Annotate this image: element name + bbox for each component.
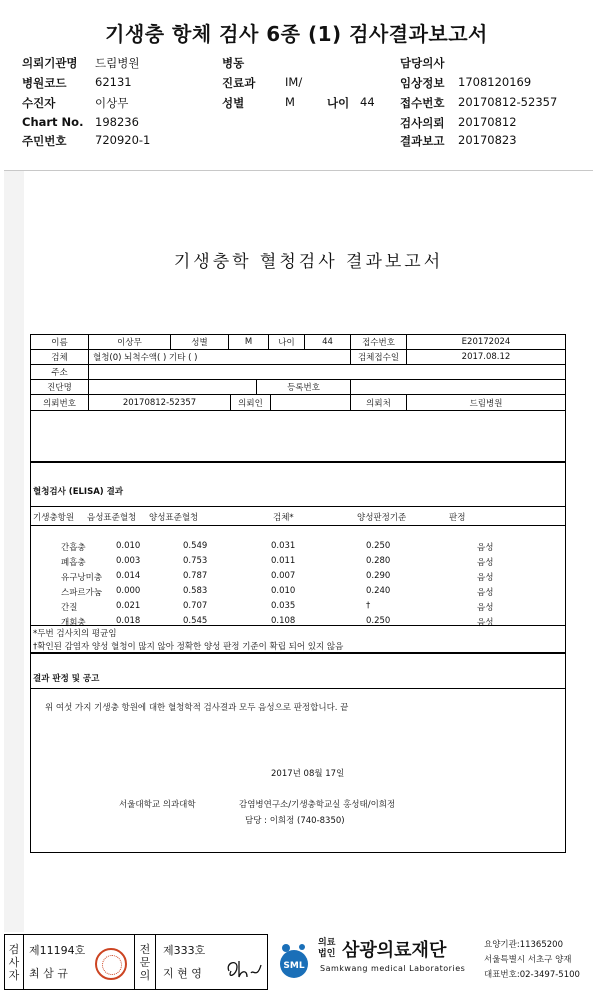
info-row-2 xyxy=(31,350,565,365)
result-antigen: 폐흡충 xyxy=(61,558,86,568)
result-judge: 음성 xyxy=(477,543,494,553)
result-row xyxy=(31,541,565,555)
result-row xyxy=(31,586,565,600)
result-sample: 0.108 xyxy=(271,616,296,626)
cell-age: 44 xyxy=(305,335,351,349)
result-neg: 0.018 xyxy=(116,616,141,626)
cell-accession-label: 접수번호 xyxy=(351,335,407,349)
seal-stamp xyxy=(95,948,127,980)
col-sample: 검체* xyxy=(273,513,294,523)
doctor-name: 지 현 영 xyxy=(163,967,202,980)
org-code: 요양기관:11365200 xyxy=(484,940,563,950)
results-header xyxy=(31,511,565,523)
cell-specimen-label: 검체 xyxy=(31,350,89,364)
org-address: 서울특별시 서초구 양재 xyxy=(484,955,572,965)
department: 감염병연구소/기생충학교실 홍성태/이희정 xyxy=(239,800,396,810)
signature-box xyxy=(4,934,268,990)
result-sample: 0.035 xyxy=(271,601,296,611)
result-cutoff: 0.240 xyxy=(366,586,391,596)
header-label: Chart No. xyxy=(22,115,84,129)
cell-age-label: 나이 xyxy=(269,335,305,349)
result-judge: 음성 xyxy=(477,618,494,628)
info-row-3 xyxy=(31,365,565,380)
header-value: 62131 xyxy=(95,75,132,89)
cell-request-no: 20170812-52357 xyxy=(89,395,231,410)
result-neg: 0.000 xyxy=(116,586,141,596)
org-name: 삼광의료재단 xyxy=(342,940,447,961)
result-antigen: 스파르가눔 xyxy=(61,588,103,598)
result-judge: 음성 xyxy=(477,603,494,613)
conclusion-text: 위 여섯 가지 기생충 항원에 대한 혈청학적 검사결과 모두 음성으로 판정합니다. 끝 xyxy=(45,703,349,713)
result-judge: 음성 xyxy=(477,588,494,598)
result-cutoff: 0.280 xyxy=(366,556,391,566)
examiner-label: 검 사 자 xyxy=(8,943,20,982)
doctor-label: 전 문 의 xyxy=(139,943,151,982)
header-value: 20170812 xyxy=(458,115,517,129)
elisa-section xyxy=(30,462,566,653)
conclusion-title: 결과 판정 및 공고 xyxy=(33,674,100,684)
header-value: M xyxy=(285,95,295,109)
report-date: 2017년 08월 17일 xyxy=(271,769,345,779)
svg-text:SML: SML xyxy=(283,961,305,971)
result-cutoff: 0.250 xyxy=(366,541,391,551)
report-scan xyxy=(4,170,593,932)
age-label: 나이 xyxy=(327,96,350,110)
cell-specimen: 혈청(0) 뇌척수액( ) 기타 ( ) xyxy=(89,350,351,364)
cell-diagnosis-label: 진단명 xyxy=(31,380,89,394)
header-label: 성별 xyxy=(222,96,245,110)
result-neg: 0.021 xyxy=(116,601,141,611)
cell-registration xyxy=(351,380,565,394)
header-label: 접수번호 xyxy=(400,96,445,110)
result-sample: 0.010 xyxy=(271,586,296,596)
cell-accession: E20172024 xyxy=(461,337,511,347)
cell-name-label: 이름 xyxy=(31,335,89,349)
result-pos: 0.787 xyxy=(183,571,208,581)
result-pos: 0.545 xyxy=(183,616,208,626)
result-judge: 음성 xyxy=(477,558,494,568)
doctor-license: 제333호 xyxy=(163,944,206,957)
result-antigen: 유구낭미충 xyxy=(61,573,103,583)
report-title: 기생충 항체 검사 6종 (1) 검사결과보고서 xyxy=(105,22,488,46)
result-neg: 0.014 xyxy=(116,571,141,581)
org-phone: 대표번호:02-3497-5100 xyxy=(484,970,580,980)
header-value: 20170812-52357 xyxy=(458,95,558,109)
cell-sex-label: 성별 xyxy=(171,335,229,349)
institution: 서울대학교 의과대학 xyxy=(119,800,196,810)
result-judge: 음성 xyxy=(477,573,494,583)
signature xyxy=(223,957,263,983)
col-judge: 판정 xyxy=(449,513,466,523)
cell-requester xyxy=(271,395,351,410)
contact: 담당 : 이희정 (740-8350) xyxy=(245,816,345,826)
cell-address-label: 주소 xyxy=(31,365,89,379)
org-english-name: Samkwang medical Laboratories xyxy=(320,964,466,973)
cell-requester-label: 의뢰인 xyxy=(231,395,271,410)
info-row-1 xyxy=(31,335,565,350)
result-pos: 0.583 xyxy=(183,586,208,596)
result-neg: 0.010 xyxy=(116,541,141,551)
blank-box xyxy=(30,411,566,462)
header-label: 검사의뢰 xyxy=(400,116,445,130)
header-label: 주민번호 xyxy=(22,134,67,148)
header-value: IM/ xyxy=(285,75,303,89)
info-row-5 xyxy=(31,395,565,410)
result-sample: 0.011 xyxy=(271,556,296,566)
result-antigen: 간흡충 xyxy=(61,543,86,553)
col-cutoff: 양성판정기준 xyxy=(357,513,407,523)
result-pos: 0.707 xyxy=(183,601,208,611)
cell-received: 2017.08.12 xyxy=(461,352,511,362)
cell-address xyxy=(89,365,565,379)
result-cutoff: † xyxy=(366,601,371,611)
header-value: 20170823 xyxy=(458,133,517,147)
cell-registration-label: 등록번호 xyxy=(257,380,351,394)
result-sample: 0.007 xyxy=(271,571,296,581)
note-average: *두번 검사치의 평균임 xyxy=(33,629,117,639)
header-label: 병원코드 xyxy=(22,76,67,90)
col-antigen: 기생충항원 xyxy=(33,513,75,523)
header-value: 드림병원 xyxy=(95,56,140,70)
header-value: 720920-1 xyxy=(95,133,151,147)
result-row xyxy=(31,601,565,615)
result-neg: 0.003 xyxy=(116,556,141,566)
info-row-4 xyxy=(31,380,565,395)
result-antigen: 간질 xyxy=(61,603,78,613)
org-contact-info xyxy=(484,938,580,983)
result-pos: 0.753 xyxy=(183,556,208,566)
col-pos: 양성표준혈청 xyxy=(149,513,199,523)
org-type: 의료 법인 xyxy=(318,938,336,959)
result-sample: 0.031 xyxy=(271,541,296,551)
paper-title: 기생충학 혈청검사 결과보고서 xyxy=(173,252,444,272)
cell-name: 이상무 xyxy=(89,335,171,349)
examiner-name: 최 삼 규 xyxy=(29,967,68,980)
header-value: 1708120169 xyxy=(458,75,532,89)
report-paper xyxy=(24,171,593,933)
header-label: 의뢰기관명 xyxy=(22,56,78,70)
cell-request-no-label: 의뢰번호 xyxy=(31,395,89,410)
header-value: 이상무 xyxy=(95,96,129,110)
col-neg: 음성표준혈청 xyxy=(87,513,137,523)
header-label: 수진자 xyxy=(22,96,56,110)
header-label: 담당의사 xyxy=(400,56,445,70)
sml-logo xyxy=(272,938,316,982)
note-dagger: †확인된 감염자 양성 혈청이 많지 않아 정확한 양성 판정 기준이 확립 되어 있지 않음 xyxy=(33,642,344,652)
header-label: 결과보고 xyxy=(400,134,445,148)
result-row xyxy=(31,571,565,585)
patient-info-table xyxy=(30,334,566,411)
elisa-title: 혈청검사 (ELISA) 결과 xyxy=(33,487,124,497)
conclusion-section xyxy=(30,653,566,853)
header-label: 병동 xyxy=(222,56,245,70)
result-antigen: 개회충 xyxy=(61,618,86,628)
header-label: 진료과 xyxy=(222,76,256,90)
examiner-license: 제11194호 xyxy=(29,944,86,957)
cell-sex: M xyxy=(229,335,269,349)
age-value: 44 xyxy=(360,95,375,109)
cell-client-label: 의뢰처 xyxy=(351,395,407,410)
header-label: 임상정보 xyxy=(400,76,445,90)
result-cutoff: 0.290 xyxy=(366,571,391,581)
result-pos: 0.549 xyxy=(183,541,208,551)
cell-received-label: 검체접수일 xyxy=(351,350,407,364)
result-row xyxy=(31,556,565,570)
cell-client: 드림병원 xyxy=(469,398,503,409)
footer xyxy=(0,934,593,1000)
header-value: 198236 xyxy=(95,115,139,129)
result-cutoff: 0.250 xyxy=(366,616,391,626)
